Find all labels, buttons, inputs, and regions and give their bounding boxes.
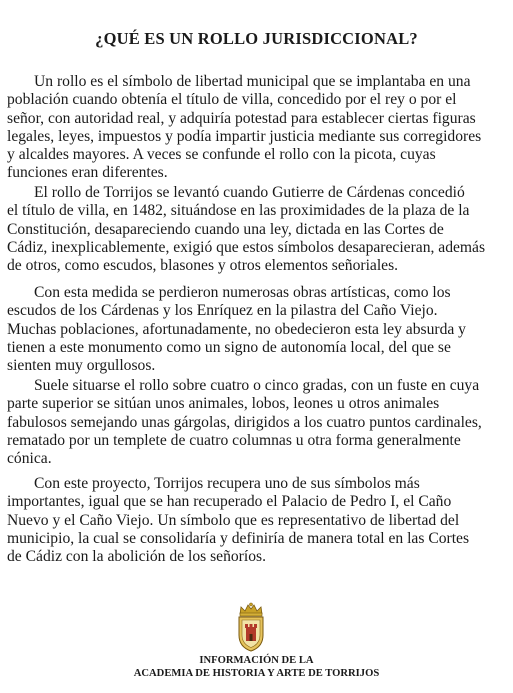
paragraph-3 bbox=[7, 284, 513, 375]
paragraph-line: tienen a este monumento como un signo de autonomía local, del que se bbox=[7, 338, 451, 356]
paragraph-1 bbox=[7, 73, 513, 183]
footer-line-2: ACADEMIA DE HISTORIA Y ARTE DE TORRIJOS bbox=[133, 668, 380, 679]
paragraph-line: Constitución, desapareciendo cuando una ley, dictada en las Cortes de bbox=[7, 220, 444, 238]
coat-of-arms-icon bbox=[233, 601, 269, 653]
paragraph-line: Nuevo y el Caño Viejo. Un símbolo que es representativo de libertad del bbox=[7, 511, 460, 529]
paragraph-line: cónica. bbox=[7, 450, 52, 468]
paragraph-line: importantes, igual que se han recuperado el Palacio de Pedro I, el Caño bbox=[7, 493, 452, 511]
paragraph-line: rematado por un templete de cuatro columnas u otra forma generalmente bbox=[7, 431, 461, 449]
paragraph-line: de otros, como escudos, blasones y otros elementos señoriales. bbox=[7, 257, 399, 275]
paragraph-line: legales, leyes, impuestos y podía impartir justicia mediante sus corregidores bbox=[7, 127, 482, 145]
paragraph-line: municipio, la cual se consolidaría y definiría de manera total en las Cortes bbox=[7, 529, 470, 547]
paragraph-line: funciones eran diferentes. bbox=[7, 164, 168, 182]
paragraph-line: parte superior se sitúan unos animales, lobos, leones u otros animales bbox=[7, 395, 440, 413]
paragraph-line: sienten muy orgullosos. bbox=[7, 357, 156, 375]
paragraph-line: Con esta medida se perdieron numerosas obras artísticas, como los bbox=[34, 284, 451, 301]
footer-line-1: INFORMACIÓN DE LA bbox=[199, 655, 314, 666]
paragraph-5 bbox=[7, 475, 513, 566]
paragraph-line: señor, con autoridad real, y adquiría potestad para establecer ciertas figuras bbox=[7, 109, 476, 127]
paragraph-line: población cuando obtenía el título de villa, concedido por el rey o por el bbox=[7, 91, 457, 109]
paragraph-line: el título de villa, en 1482, situándose en las proximidades de la plaza de la bbox=[7, 202, 470, 220]
paragraph-line: y alcaldes mayores. A veces se confunde el rollo con la picota, cuyas bbox=[7, 146, 436, 164]
paragraph-line: escudos de los Cárdenas y los Enríquez en la pilastra del Caño Viejo. bbox=[7, 302, 438, 320]
paragraph-line: fabulosos semejando unas gárgolas, dirigidos a los cuatro puntos cardinales, bbox=[7, 413, 482, 431]
paragraph-line: Con este proyecto, Torrijos recupera uno de sus símbolos más bbox=[34, 475, 420, 492]
paragraph-4 bbox=[7, 377, 513, 468]
paragraph-line: Un rollo es el símbolo de libertad municipal que se implantaba en una bbox=[34, 73, 471, 90]
paragraph-line: de Cádiz con la abolición de los señoríos. bbox=[7, 548, 266, 566]
paragraph-line: Muchas poblaciones, afortunadamente, no obedecieron esta ley absurda y bbox=[7, 320, 466, 338]
paragraph-line: Cádiz, inexplicablemente, exigió que estos símbolos desaparecieran, además bbox=[7, 238, 486, 256]
paragraph-line: El rollo de Torrijos se levantó cuando Gutierre de Cárdenas concedió bbox=[34, 184, 465, 201]
paragraph-2 bbox=[7, 184, 513, 275]
page-title: ¿QUÉ ES UN ROLLO JURISDICCIONAL? bbox=[95, 29, 418, 48]
paragraph-line: Suele situarse el rollo sobre cuatro o cinco gradas, con un fuste en cuya bbox=[34, 377, 480, 394]
